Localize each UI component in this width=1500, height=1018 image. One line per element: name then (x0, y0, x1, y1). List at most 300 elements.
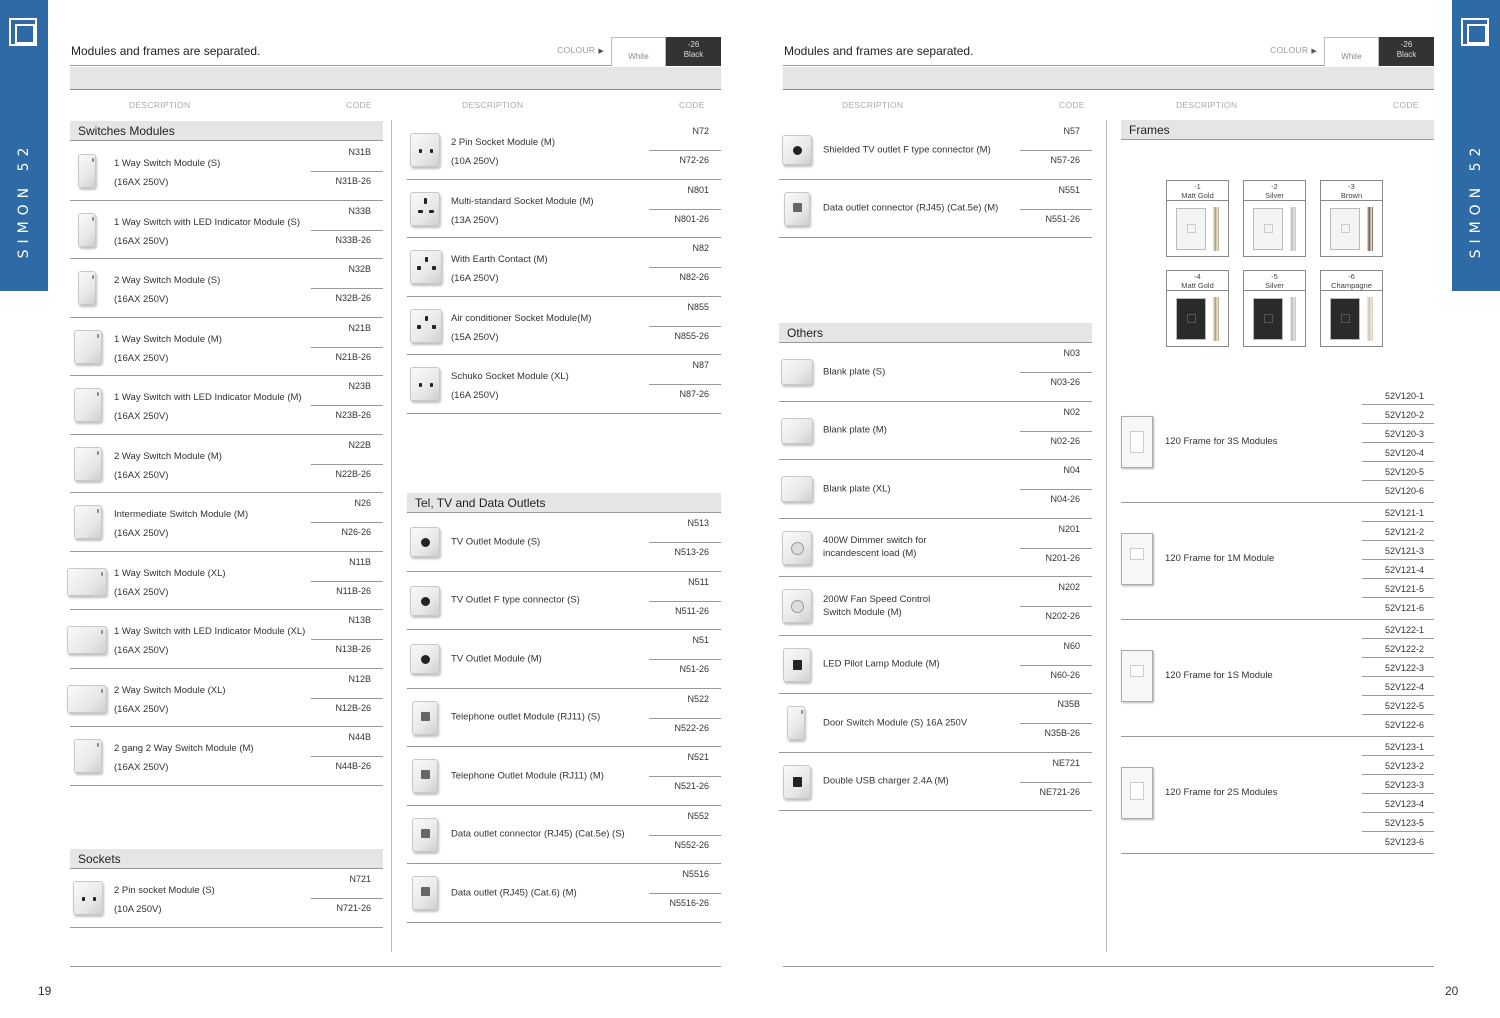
code-separator (649, 893, 721, 894)
frame-codes (1362, 620, 1434, 734)
code-separator (311, 405, 383, 406)
code-separator (311, 230, 383, 231)
code-white: N23B (348, 381, 371, 391)
code-separator (649, 835, 721, 836)
code-white: NE721 (1052, 757, 1080, 768)
triangle-right-icon: ▶ (1311, 48, 1317, 55)
code-black: N33B-26 (335, 234, 371, 245)
frame-code: 52V120-3 (1362, 424, 1434, 443)
code-separator (311, 464, 383, 465)
frame-code: 52V122-2 (1362, 639, 1434, 658)
code-black: N13B-26 (335, 644, 371, 654)
code-black: N35B-26 (1044, 728, 1080, 738)
code-black: N11B-26 (336, 585, 371, 596)
product-thumbnail (70, 505, 104, 541)
code-black: N551-26 (1045, 213, 1080, 224)
item-description: Air conditioner Socket Module(M) (15A 250V) (451, 312, 592, 343)
code-separator (649, 776, 721, 777)
code-white: N513 (687, 518, 709, 528)
code-separator (1020, 548, 1092, 549)
product-thumbnail (779, 355, 813, 391)
logo-square-icon (1461, 18, 1489, 46)
col-description: DESCRIPTION (1176, 100, 1238, 110)
code-white: N22B (348, 439, 371, 450)
product-thumbnail (70, 881, 104, 917)
code-separator (311, 581, 383, 582)
frame-codes (1362, 503, 1434, 617)
list-item (779, 636, 1092, 695)
code-white: N35B (1057, 699, 1080, 709)
item-description: Intermediate Switch Module (M) (16AX 250V) (114, 509, 249, 539)
product-thumbnail (70, 154, 104, 190)
code-separator (1020, 665, 1092, 666)
frame-side (1367, 297, 1373, 341)
product-thumbnail (779, 414, 813, 450)
item-description: Door Switch Module (S) 16A 250V (823, 717, 968, 729)
frame-side (1213, 297, 1219, 341)
code-separator (1020, 606, 1092, 607)
frame-description: 120 Frame for 1S Module (1165, 670, 1273, 681)
list-item (779, 460, 1092, 519)
page-number-right: 20 (1445, 984, 1459, 998)
frame-plate (1253, 298, 1283, 340)
section-sockets: Sockets (70, 849, 383, 869)
code-black: N03-26 (1050, 377, 1080, 387)
list-item (407, 180, 721, 239)
colour-label: COLOUR ▶ (1270, 45, 1317, 55)
swatch-white: White (1324, 37, 1379, 66)
list-item (407, 238, 721, 297)
item-description: Telephone outlet Module (RJ11) (S) (451, 711, 601, 723)
code-white: N72 (692, 126, 709, 136)
frame-row (1121, 737, 1434, 854)
product-thumbnail (407, 525, 441, 561)
list-item (407, 355, 721, 414)
item-description: 2 Way Switch Module (S) (16AX 250V) (114, 275, 221, 305)
list-item (407, 297, 721, 356)
frame-colour-sample (1166, 180, 1229, 257)
list-item (407, 572, 721, 631)
triangle-right-icon: ▶ (598, 48, 604, 55)
code-separator (1020, 372, 1092, 373)
code-separator (649, 601, 721, 602)
code-black: N202-26 (1045, 611, 1080, 621)
code-white: N04 (1063, 465, 1080, 475)
product-thumbnail (407, 701, 441, 737)
code-white: N522 (687, 693, 709, 704)
sample-label: -6 Champagne (1321, 271, 1382, 291)
code-separator (311, 288, 383, 289)
item-description: 2 gang 2 Way Switch Module (M) (16AX 250V) (114, 743, 254, 773)
item-description: TV Outlet Module (M) (451, 653, 542, 665)
col-code: CODE (1059, 100, 1085, 110)
frame-code: 52V123-2 (1362, 756, 1434, 775)
frame-thumbnail (1121, 416, 1153, 468)
code-separator (311, 522, 383, 523)
product-thumbnail (70, 564, 104, 600)
frame-row (1121, 503, 1434, 620)
code-white: N21B (348, 322, 371, 333)
sample-label: -2 Silver (1244, 181, 1305, 201)
frame-colour-sample (1320, 270, 1383, 347)
frame-code: 52V122-4 (1362, 677, 1434, 696)
page-19 (70, 0, 721, 975)
code-white: N13B (348, 615, 371, 625)
list-item (779, 753, 1092, 812)
frame-codes (1362, 737, 1434, 851)
product-thumbnail (779, 648, 813, 684)
frame-codes (1362, 386, 1434, 500)
section-switches: Switches Modules (70, 121, 383, 141)
code-white: N552 (687, 810, 709, 821)
page-number-left: 19 (38, 984, 52, 998)
item-description: Blank plate (XL) (823, 483, 891, 495)
product-thumbnail (779, 706, 813, 742)
list-item (70, 727, 383, 786)
item-description: 400W Dimmer switch for incandescent load (M) (823, 535, 927, 560)
code-white: N551 (1058, 184, 1080, 195)
swatch-white: White (611, 37, 666, 66)
code-white: N202 (1058, 582, 1080, 592)
header-title: Modules and frames are separated. (784, 44, 974, 58)
code-white: N02 (1063, 406, 1080, 417)
code-white: N87 (692, 360, 709, 370)
code-white: N60 (1063, 640, 1080, 651)
item-description: Schuko Socket Module (XL) (16A 250V) (451, 371, 569, 401)
list-item (779, 519, 1092, 578)
list-item (70, 318, 383, 377)
item-description: Blank plate (M) (823, 424, 887, 436)
list-item (779, 180, 1092, 239)
logo-square-icon (9, 18, 37, 46)
item-description: 1 Way Switch Module (XL) (16AX 250V) (114, 567, 226, 598)
frame-code: 52V120-2 (1362, 405, 1434, 424)
frame-code: 52V121-3 (1362, 541, 1434, 560)
code-white: N5516 (682, 869, 709, 879)
code-separator (1020, 431, 1092, 432)
product-thumbnail (407, 367, 441, 403)
code-black: N511-26 (675, 605, 709, 616)
colour-label: COLOUR ▶ (557, 45, 604, 55)
product-thumbnail (407, 584, 441, 620)
header-band (783, 67, 1434, 90)
code-separator (1020, 723, 1092, 724)
col-code: CODE (1393, 100, 1419, 110)
code-white: N511 (688, 576, 709, 587)
item-description: 1 Way Switch with LED Indicator Module (M) (16AX 250V) (114, 392, 302, 422)
frame-row (1121, 620, 1434, 737)
frame-colour-sample (1243, 180, 1306, 257)
product-thumbnail (407, 309, 441, 345)
code-separator (649, 659, 721, 660)
item-description: Shielded TV outlet F type connector (M) (823, 144, 991, 156)
item-description: Data outlet connector (RJ45) (Cat.5e) (M) (823, 202, 999, 214)
col-code: CODE (346, 100, 372, 110)
product-thumbnail (70, 271, 104, 307)
item-description: 2 Pin Socket Module (M) (10A 250V) (451, 137, 556, 167)
code-white: N11B (349, 556, 371, 567)
list-item (70, 669, 383, 728)
product-thumbnail (779, 192, 813, 228)
code-separator (649, 384, 721, 385)
list-item (407, 513, 721, 572)
sample-label: -4 Matt Gold (1167, 271, 1228, 291)
frame-plate (1330, 208, 1360, 250)
code-white: N51 (692, 635, 709, 645)
code-white: N44B (348, 732, 371, 742)
frame-code: 52V120-4 (1362, 443, 1434, 462)
code-separator (1020, 150, 1092, 151)
code-black: N23B-26 (335, 410, 371, 420)
code-black: N87-26 (679, 389, 709, 399)
column-divider (1106, 120, 1107, 952)
code-separator (311, 639, 383, 640)
code-separator (311, 347, 383, 348)
code-black: N31B-26 (335, 176, 371, 186)
product-thumbnail (70, 330, 104, 366)
product-thumbnail (779, 589, 813, 625)
frame-code: 52V122-1 (1362, 620, 1434, 639)
list-item (407, 121, 721, 180)
frame-colour-sample (1166, 270, 1229, 347)
frame-code: 52V122-5 (1362, 696, 1434, 715)
code-white: N57 (1063, 126, 1080, 136)
code-separator (311, 898, 383, 899)
code-black: N21B-26 (335, 351, 371, 362)
frame-colour-sample (1320, 180, 1383, 257)
item-description: Multi-standard Socket Module (M) (13A 250V) (451, 195, 594, 226)
section-frames: Frames (1121, 120, 1434, 140)
code-white: N26 (354, 498, 371, 508)
item-description: With Earth Contact (M) (16A 250V) (451, 254, 548, 284)
item-description: 2 Pin socket Module (S) (10A 250V) (114, 885, 215, 915)
frame-row (1121, 386, 1434, 503)
col-description: DESCRIPTION (129, 100, 191, 110)
code-separator (311, 698, 383, 699)
list-item (779, 402, 1092, 461)
list-item (407, 747, 721, 806)
code-black: N801-26 (674, 213, 709, 224)
code-black: N552-26 (674, 839, 709, 850)
list-item (407, 806, 721, 865)
code-black: N02-26 (1050, 435, 1080, 446)
code-black: N82-26 (679, 272, 709, 282)
frame-code: 52V121-5 (1362, 579, 1434, 598)
code-white: N33B (348, 205, 371, 216)
code-white: N82 (692, 243, 709, 253)
column-divider (391, 120, 392, 952)
code-separator (649, 267, 721, 268)
header-band (70, 67, 721, 90)
list-item (70, 610, 383, 669)
page-header (70, 40, 721, 66)
code-separator (649, 718, 721, 719)
frame-code: 52V121-2 (1362, 522, 1434, 541)
code-white: N855 (687, 301, 709, 312)
section-others: Others (779, 323, 1092, 343)
code-white: N31B (348, 147, 371, 157)
code-black: N521-26 (674, 781, 709, 791)
product-thumbnail (407, 133, 441, 169)
frame-code: 52V123-4 (1362, 794, 1434, 813)
code-separator (649, 542, 721, 543)
code-white: N201 (1058, 523, 1080, 534)
frame-thumbnail (1121, 767, 1153, 819)
frame-code: 52V121-6 (1384, 603, 1424, 613)
item-description: Blank plate (S) (823, 366, 886, 378)
section-tel-tv-data: Tel, TV and Data Outlets (407, 493, 721, 513)
code-black: N5516-26 (669, 898, 709, 908)
item-description: Telephone Outlet Module (RJ11) (M) (451, 770, 604, 782)
frame-plate (1176, 298, 1206, 340)
frame-side (1213, 207, 1219, 251)
col-code: CODE (679, 100, 705, 110)
code-black: N201-26 (1045, 552, 1080, 563)
item-description: 1 Way Switch Module (M) (16AX 250V) (114, 333, 222, 364)
code-separator (1020, 489, 1092, 490)
list-item (779, 343, 1092, 402)
item-description: Data outlet connector (RJ45) (Cat.5e) (S) (451, 828, 625, 840)
product-thumbnail (407, 818, 441, 854)
product-thumbnail (70, 447, 104, 483)
list-item (70, 493, 383, 552)
list-item (779, 577, 1092, 636)
item-description: 1 Way Switch with LED Indicator Module (S) (16AX 250V) (114, 216, 301, 247)
item-description: 1 Way Switch Module (S) (16AX 250V) (114, 158, 221, 188)
code-separator (1020, 782, 1092, 783)
list-item (779, 121, 1092, 180)
code-white: N801 (687, 184, 709, 195)
list-item (407, 864, 721, 923)
product-thumbnail (70, 739, 104, 775)
list-item (70, 869, 383, 928)
item-description: Double USB charger 2.4A (M) (823, 775, 949, 787)
code-separator (649, 326, 721, 327)
swatch-black: -26 Black (1379, 37, 1434, 66)
item-description: LED Pilot Lamp Module (M) (823, 658, 940, 670)
code-separator (311, 756, 383, 757)
product-thumbnail (70, 622, 104, 658)
frame-description: 120 Frame for 3S Modules (1165, 436, 1278, 447)
sample-label: -3 Brown (1321, 181, 1382, 201)
product-thumbnail (407, 250, 441, 286)
code-black: N72-26 (679, 155, 709, 165)
code-black: N51-26 (679, 664, 709, 674)
frame-code: 52V122-3 (1362, 658, 1434, 677)
list-item (70, 201, 383, 260)
frame-code: 52V120-6 (1384, 486, 1424, 496)
code-white: N521 (687, 752, 709, 762)
col-description: DESCRIPTION (462, 100, 524, 110)
frame-code: 52V121-1 (1362, 503, 1434, 522)
list-item (70, 376, 383, 435)
footer-rule (70, 966, 721, 967)
product-thumbnail (70, 681, 104, 717)
frame-description: 120 Frame for 2S Modules (1165, 787, 1278, 798)
list-item (70, 259, 383, 318)
col-description: DESCRIPTION (842, 100, 904, 110)
frame-plate (1330, 298, 1360, 340)
code-black: NE721-26 (1039, 786, 1080, 797)
frame-side (1290, 207, 1296, 251)
code-white: N721 (349, 874, 371, 884)
brand-text: SIMON 52 (16, 141, 32, 259)
page-header (783, 40, 1434, 66)
product-thumbnail (407, 642, 441, 678)
list-item (70, 142, 383, 201)
item-description: TV Outlet F type connector (S) (451, 594, 580, 606)
frame-code: 52V120-5 (1362, 462, 1434, 481)
swatch-black: -26 Black (666, 37, 721, 66)
product-thumbnail (779, 531, 813, 567)
code-black: N57-26 (1050, 155, 1080, 165)
product-thumbnail (407, 759, 441, 795)
frame-side (1367, 207, 1373, 251)
product-thumbnail (779, 133, 813, 169)
brand-text: SIMON 52 (1468, 141, 1484, 259)
frame-plate (1253, 208, 1283, 250)
code-black: N60-26 (1050, 669, 1080, 680)
code-black: N12B-26 (335, 702, 371, 713)
list-item (407, 689, 721, 748)
frame-side (1290, 297, 1296, 341)
frame-thumbnail (1121, 533, 1153, 585)
list-item (70, 435, 383, 494)
code-separator (311, 171, 383, 172)
code-separator (649, 150, 721, 151)
item-description: 1 Way Switch with LED Indicator Module (XL) (16AX 250V) (114, 626, 306, 656)
frame-code: 52V123-1 (1362, 737, 1434, 756)
frame-description: 120 Frame for 1M Module (1165, 553, 1275, 564)
item-description: TV Outlet Module (S) (451, 536, 541, 548)
product-thumbnail (407, 192, 441, 228)
code-black: N22B-26 (335, 468, 371, 479)
item-description: 200W Fan Speed Control Switch Module (M) (823, 593, 931, 618)
code-black: N26-26 (341, 527, 371, 537)
product-thumbnail (70, 388, 104, 424)
code-white: N32B (348, 264, 371, 274)
frame-code: 52V123-5 (1362, 813, 1434, 832)
brand-tab-right (1452, 0, 1500, 291)
list-item (70, 552, 383, 611)
product-thumbnail (779, 472, 813, 508)
product-thumbnail (70, 213, 104, 249)
code-black: N513-26 (674, 547, 709, 557)
footer-rule (783, 966, 1434, 967)
product-thumbnail (779, 765, 813, 801)
code-black: N721-26 (336, 903, 371, 913)
brand-tab-left (0, 0, 48, 291)
code-black: N44B-26 (335, 761, 371, 771)
code-white: N12B (348, 673, 371, 684)
frame-code: 52V123-3 (1362, 775, 1434, 794)
frame-colour-sample (1243, 270, 1306, 347)
frame-code: 52V122-6 (1384, 720, 1424, 730)
code-black: N522-26 (674, 722, 709, 733)
list-item (407, 630, 721, 689)
frame-code: 52V120-1 (1362, 386, 1434, 405)
list-item (779, 694, 1092, 753)
item-description: 2 Way Switch Module (XL) (16AX 250V) (114, 684, 226, 715)
code-black: N04-26 (1050, 494, 1080, 504)
frame-plate (1176, 208, 1206, 250)
sample-label: -1 Matt Gold (1167, 181, 1228, 201)
code-black: N32B-26 (335, 293, 371, 303)
frame-code: 52V121-4 (1362, 560, 1434, 579)
sample-label: -5 Silver (1244, 271, 1305, 291)
code-black: N855-26 (674, 330, 709, 341)
frame-code: 52V123-6 (1384, 837, 1424, 847)
